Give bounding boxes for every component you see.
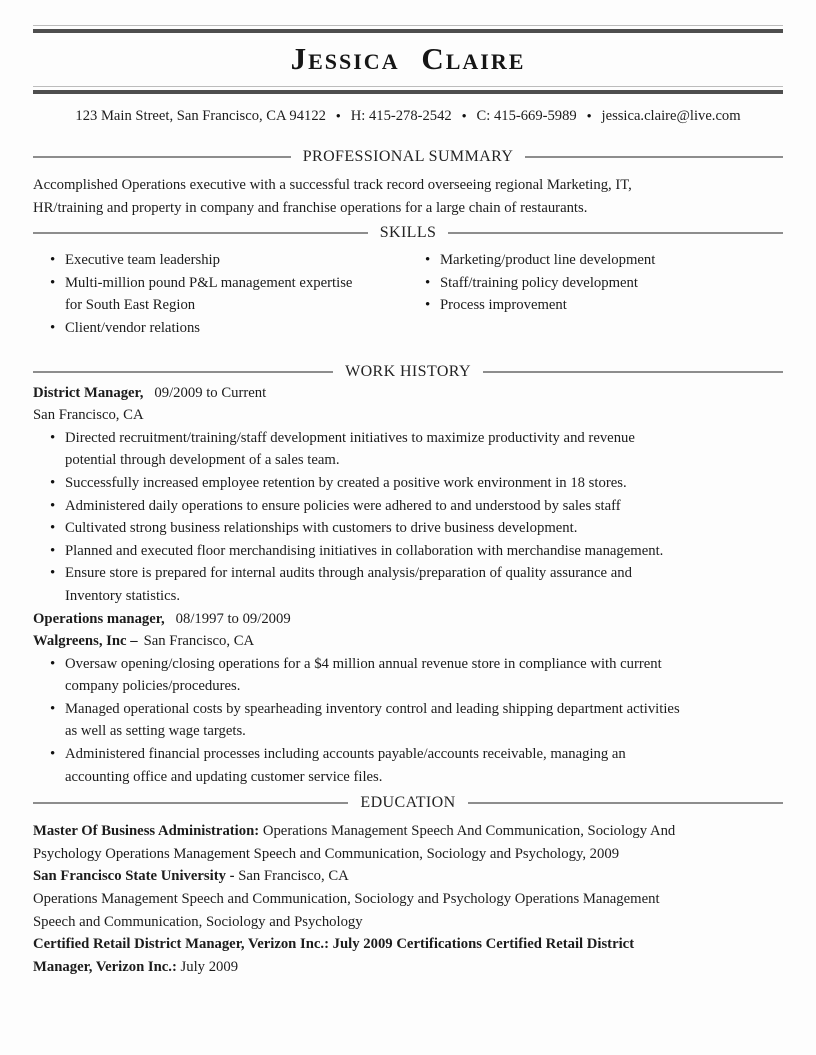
education-line bbox=[33, 865, 783, 888]
job-dates: 09/2009 to Current bbox=[154, 384, 267, 401]
bullet-icon: • bbox=[50, 542, 56, 559]
bullet-icon: • bbox=[50, 252, 56, 269]
contact-home-phone: H: 415-278-2542 bbox=[350, 108, 452, 124]
education-line bbox=[33, 956, 783, 979]
heading-rule-left bbox=[33, 802, 348, 804]
job-location: San Francisco, CA bbox=[143, 633, 255, 650]
skills-grid bbox=[33, 249, 783, 339]
bullet-icon: • bbox=[50, 274, 56, 291]
education-line bbox=[33, 843, 783, 866]
bullet-text-line: Administered daily operations to ensure policies were adhered to and understood by sales staff bbox=[65, 497, 621, 514]
education-line bbox=[33, 888, 783, 911]
contact-address: 123 Main Street, San Francisco, CA 94122 bbox=[75, 108, 326, 124]
bullet-icon: • bbox=[50, 520, 56, 537]
job-title-row bbox=[33, 608, 783, 631]
dot-separator-icon: ● bbox=[461, 111, 467, 120]
bullet-text-line: Directed recruitment/training/staff development initiatives to maximize productivity and revenue bbox=[65, 429, 635, 446]
job-title-row bbox=[33, 382, 783, 405]
skill-label: Marketing/product line development bbox=[440, 252, 656, 269]
job-company: Walgreens, Inc – bbox=[33, 633, 138, 650]
bullet-icon: • bbox=[50, 655, 56, 672]
bullet-icon: • bbox=[425, 297, 431, 314]
contact-cell-phone: C: 415-669-5989 bbox=[476, 108, 577, 124]
bullet-icon: • bbox=[50, 319, 56, 336]
bullet-text-line: Managed operational costs by spearheading inventory control and leading shipping department activities bbox=[65, 700, 680, 717]
contact-email: jessica.claire@live.com bbox=[601, 108, 741, 124]
education-degree: Master Of Business Administration: bbox=[33, 823, 260, 840]
job-location: San Francisco, CA bbox=[33, 407, 144, 424]
name-bottom-divider bbox=[33, 86, 783, 94]
job-bullet bbox=[50, 517, 783, 540]
education-line bbox=[33, 820, 783, 843]
bullet-text-line: Planned and executed floor merchandising initiatives in collaboration with merchandise management. bbox=[65, 542, 664, 559]
education-school: San Francisco State University - bbox=[33, 868, 235, 885]
skill-label: Staff/training policy development bbox=[440, 274, 638, 291]
heading-rule-right bbox=[525, 156, 783, 158]
education-detail: Speech and Communication, Sociology and Psychology bbox=[33, 913, 363, 930]
summary-line: HR/training and property in company and franchise operations for a large chain of restaurants. bbox=[33, 199, 588, 216]
divider-thick-rule bbox=[33, 29, 783, 33]
education-section-title: EDUCATION bbox=[360, 794, 456, 812]
job-dates: 08/1997 to 09/2009 bbox=[175, 610, 291, 627]
bullet-text-line: as well as setting wage targets. bbox=[65, 723, 246, 740]
skill-label: for South East Region bbox=[65, 297, 196, 314]
skill-label: Client/vendor relations bbox=[65, 319, 201, 336]
skill-item bbox=[425, 272, 783, 295]
job-bullet-list bbox=[33, 427, 783, 608]
bullet-text-line: Oversaw opening/closing operations for a $4 million annual revenue store in compliance with current bbox=[65, 655, 662, 672]
skill-label: Multi-million pound P&L management expertise bbox=[65, 274, 353, 291]
candidate-name: Jessica Claire bbox=[290, 41, 526, 76]
heading-rule-left bbox=[33, 232, 368, 234]
heading-rule-left bbox=[33, 371, 333, 373]
education-section-heading bbox=[33, 793, 783, 813]
skills-column-left bbox=[33, 249, 408, 339]
skills-column-right bbox=[408, 249, 783, 339]
job-bullet bbox=[50, 562, 783, 607]
education-detail: Operations Management Speech and Communication, Sociology and Psychology Operations Management bbox=[33, 891, 660, 908]
summary-text bbox=[33, 174, 783, 219]
skill-label: Process improvement bbox=[440, 297, 567, 314]
top-divider bbox=[33, 25, 783, 33]
bullet-icon: • bbox=[50, 565, 56, 582]
bullet-icon: • bbox=[50, 497, 56, 514]
education-line bbox=[33, 933, 783, 956]
job-title: Operations manager, bbox=[33, 610, 165, 627]
bullet-icon: • bbox=[50, 474, 56, 491]
bullet-text-line: Administered financial processes including accounts payable/accounts receivable, managing an bbox=[65, 746, 626, 763]
job-bullet bbox=[50, 472, 783, 495]
skill-item bbox=[50, 317, 408, 340]
summary-line: Accomplished Operations executive with a successful track record overseeing regional Marketing, IT, bbox=[33, 177, 632, 193]
divider-thin-rule bbox=[33, 86, 783, 87]
bullet-text-line: accounting office and updating customer service files. bbox=[65, 768, 383, 785]
education-detail: July 2009 bbox=[176, 958, 239, 975]
education-detail: Psychology Operations Management Speech and Communication, Sociology and Psychology, 2009 bbox=[33, 845, 620, 862]
education-detail: Operations Management Speech And Communication, Sociology And bbox=[259, 823, 676, 840]
bullet-icon: • bbox=[50, 746, 56, 763]
bullet-icon: • bbox=[425, 252, 431, 269]
job-bullet bbox=[50, 653, 783, 698]
summary-section-heading bbox=[33, 147, 783, 167]
skills-section-heading bbox=[33, 223, 783, 243]
skill-label: Executive team leadership bbox=[65, 252, 220, 269]
heading-rule-right bbox=[483, 371, 783, 373]
contact-line bbox=[33, 106, 783, 126]
education-line bbox=[33, 911, 783, 934]
bullet-text-line: Inventory statistics. bbox=[65, 587, 181, 604]
bullet-text-line: Ensure store is prepared for internal audits through analysis/preparation of quality assurance and bbox=[65, 565, 632, 582]
education-certification: Certified Retail District Manager, Verizon Inc.: July 2009 Certifications Certified Retail District bbox=[33, 936, 635, 953]
job-bullet-list bbox=[33, 653, 783, 789]
bullet-text-line: Successfully increased employee retention by created a positive work environment in 18 stores. bbox=[65, 474, 627, 491]
education-detail: San Francisco, CA bbox=[234, 868, 349, 885]
bullet-icon: • bbox=[50, 700, 56, 717]
dot-separator-icon: ● bbox=[335, 111, 341, 120]
dot-separator-icon: ● bbox=[586, 111, 592, 120]
job-bullet bbox=[50, 743, 783, 788]
job-bullet bbox=[50, 427, 783, 472]
bullet-icon: • bbox=[50, 429, 56, 446]
heading-rule-left bbox=[33, 156, 291, 158]
divider-thin-rule bbox=[33, 25, 783, 26]
skill-item bbox=[50, 272, 408, 317]
job-company-row bbox=[33, 630, 783, 653]
skills-section-title: SKILLS bbox=[379, 224, 437, 242]
bullet-text-line: Cultivated strong business relationships with customers to drive business development. bbox=[65, 520, 578, 537]
work-history-section-title: WORK HISTORY bbox=[345, 362, 471, 380]
heading-rule-right bbox=[468, 802, 783, 804]
job-title: District Manager, bbox=[33, 384, 144, 401]
summary-section-title: PROFESSIONAL SUMMARY bbox=[302, 148, 514, 165]
heading-rule-right bbox=[448, 232, 783, 234]
skill-item bbox=[425, 294, 783, 317]
skill-item bbox=[50, 249, 408, 272]
education-text bbox=[33, 820, 783, 978]
work-history-section-heading bbox=[33, 362, 783, 382]
job-bullet bbox=[50, 540, 783, 563]
bullet-text-line: potential through development of a sales team. bbox=[65, 452, 340, 469]
skill-item bbox=[425, 249, 783, 272]
bullet-icon: • bbox=[425, 274, 431, 291]
bullet-text-line: company policies/procedures. bbox=[65, 678, 241, 695]
divider-thick-rule bbox=[33, 90, 783, 94]
education-certification: Manager, Verizon Inc.: bbox=[33, 958, 177, 975]
job-bullet bbox=[50, 495, 783, 518]
job-bullet bbox=[50, 698, 783, 743]
